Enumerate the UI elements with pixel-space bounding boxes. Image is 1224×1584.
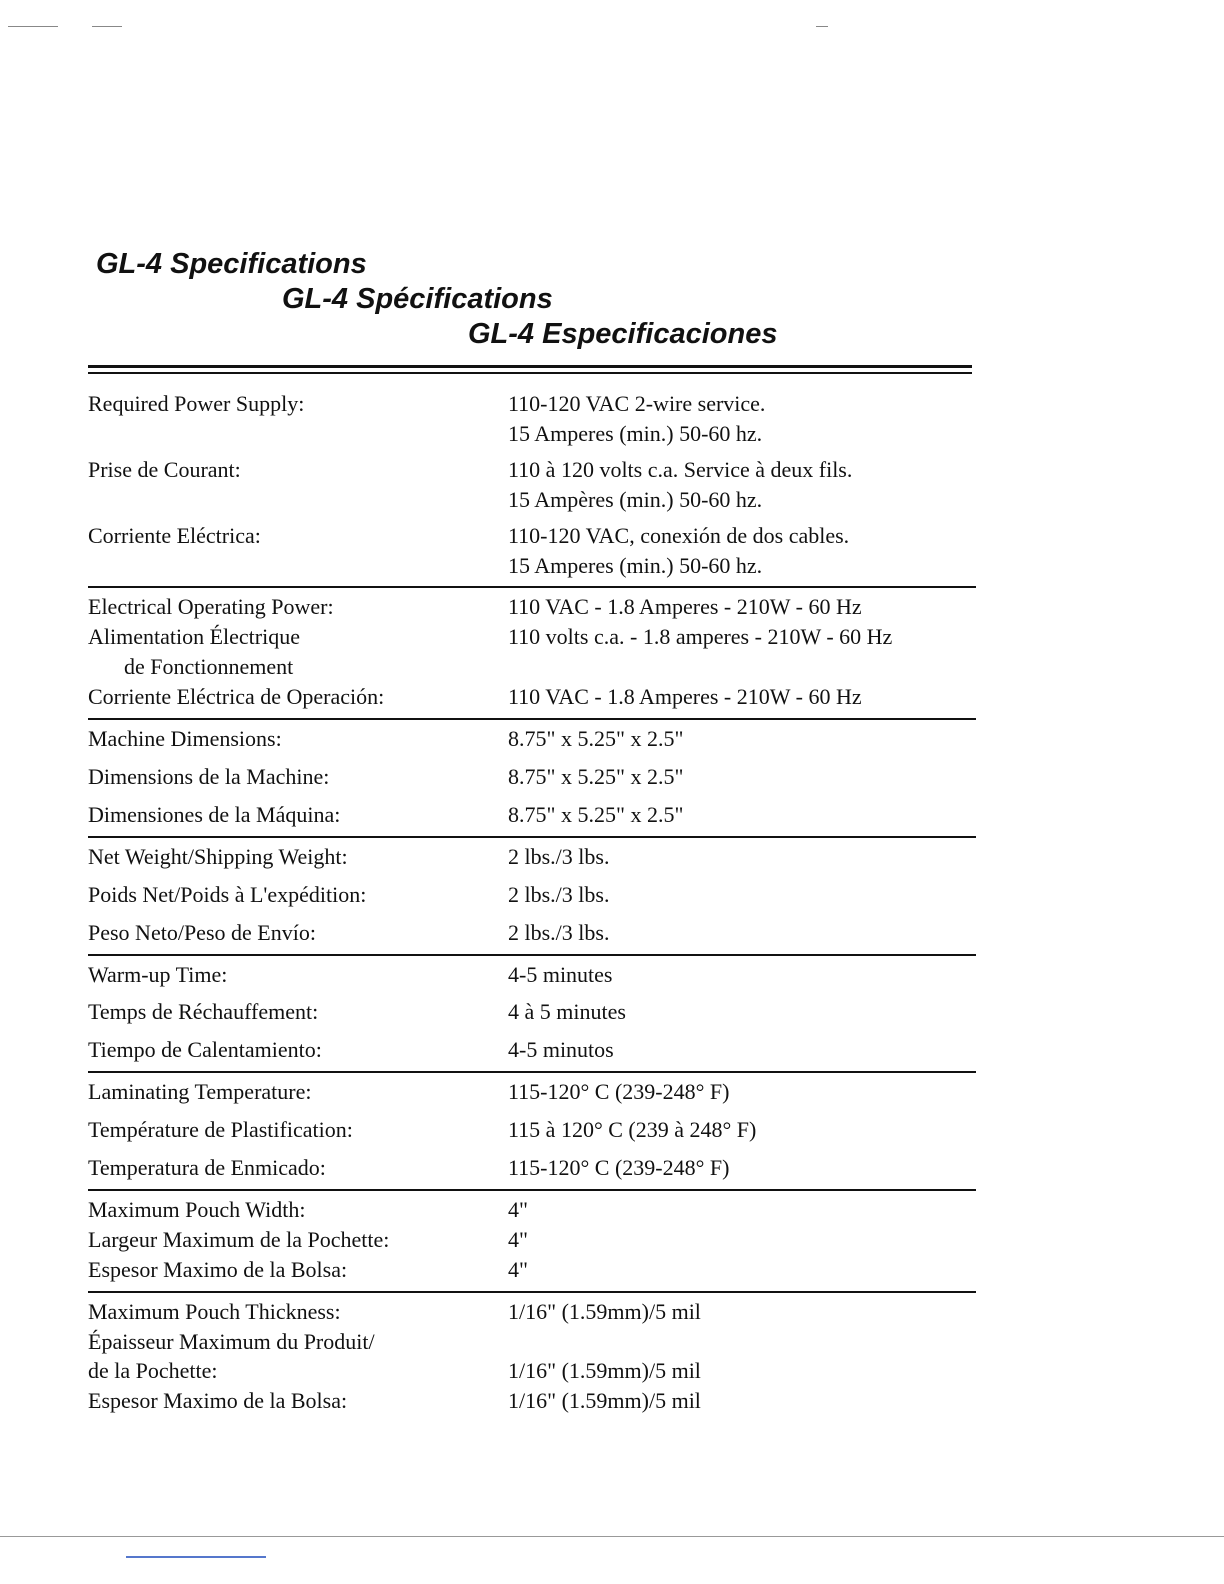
- spec-label: Alimentation Électrique: [88, 624, 300, 650]
- spec-row: [88, 1035, 976, 1065]
- spec-value: 4 à 5 minutes: [508, 999, 626, 1025]
- spec-value-line: 110-120 VAC 2-wire service.: [508, 391, 766, 416]
- spec-value: [508, 652, 976, 682]
- spec-label: Peso Neto/Peso de Envío:: [88, 919, 316, 945]
- spec-label: Espesor Maximo de la Bolsa:: [88, 1388, 348, 1414]
- header-double-rule: [88, 365, 972, 374]
- spec-value: 115 à 120° C (239 à 248° F): [508, 1117, 757, 1143]
- spec-row: [88, 592, 976, 622]
- spec-value: 4": [508, 1256, 528, 1282]
- spec-value-line: 15 Ampères (min.) 50-60 hz.: [508, 486, 763, 512]
- spec-value: 110 VAC - 1.8 Amperes - 210W - 60 Hz: [508, 684, 862, 710]
- spec-label: Net Weight/Shipping Weight:: [88, 843, 348, 869]
- spec-label: Electrical Operating Power:: [88, 594, 334, 620]
- spec-row: [88, 1153, 976, 1183]
- spec-row: [88, 1327, 976, 1357]
- spec-label: Corriente Eléctrica:: [88, 522, 261, 548]
- spec-label: Tiempo de Calentamiento:: [88, 1037, 322, 1063]
- page-bottom-rule: [0, 1536, 1224, 1537]
- spec-value: 8.75" x 5.25" x 2.5": [508, 726, 684, 752]
- spec-label: Maximum Pouch Width:: [88, 1196, 306, 1222]
- section-warmup: [88, 956, 976, 1074]
- spec-value: 2 lbs./3 lbs.: [508, 881, 610, 907]
- spec-label: Machine Dimensions:: [88, 726, 282, 752]
- spec-label: Dimensiones de la Máquina:: [88, 801, 341, 827]
- spec-row: [88, 762, 976, 792]
- spec-row: [88, 1115, 976, 1145]
- spec-row: [88, 724, 976, 754]
- spec-label: de la Pochette:: [88, 1358, 218, 1384]
- spec-value: 8.75" x 5.25" x 2.5": [508, 801, 684, 827]
- spec-value: 4-5 minutos: [508, 1037, 614, 1063]
- spec-row: [88, 880, 976, 910]
- spec-label: Poids Net/Poids à L'expédition:: [88, 881, 367, 907]
- spec-value-line: 15 Amperes (min.) 50-60 hz.: [508, 552, 763, 578]
- spec-row: [88, 960, 976, 990]
- spec-value: 1/16" (1.59mm)/5 mil: [508, 1358, 701, 1384]
- section-operating-power: [88, 588, 976, 720]
- spec-row: [88, 622, 976, 652]
- heading-english: GL-4 Specifications: [96, 248, 367, 280]
- spec-value: [508, 389, 976, 449]
- spec-table: [88, 385, 976, 1422]
- spec-row: [88, 1077, 976, 1107]
- spec-label: Laminating Temperature:: [88, 1079, 312, 1105]
- scan-mark-right: [816, 26, 828, 27]
- spec-row: [88, 918, 976, 948]
- spec-label: Température de Plastification:: [88, 1117, 353, 1143]
- section-dimensions: [88, 720, 976, 838]
- section-pouch-width: [88, 1191, 976, 1293]
- footer-underline-mark: [126, 1556, 266, 1558]
- spec-label: Corriente Eléctrica de Operación:: [88, 684, 385, 710]
- spec-value: 4": [508, 1196, 528, 1222]
- spec-value: 1/16" (1.59mm)/5 mil: [508, 1298, 701, 1324]
- spec-row: [88, 1225, 976, 1255]
- section-pouch-thickness: [88, 1293, 976, 1423]
- spec-value: [508, 1327, 976, 1357]
- spec-label: Largeur Maximum de la Pochette:: [88, 1226, 390, 1252]
- spec-row: [88, 800, 976, 830]
- spec-value: [508, 455, 976, 515]
- spec-value: 110 volts c.a. - 1.8 amperes - 210W - 60 Hz: [508, 624, 893, 650]
- spec-value: 110 VAC - 1.8 Amperes - 210W - 60 Hz: [508, 594, 862, 620]
- spec-value: 115-120° C (239-248° F): [508, 1155, 730, 1181]
- spec-row: [88, 682, 976, 712]
- spec-label: de Fonctionnement: [124, 654, 294, 680]
- spec-row: [88, 1255, 976, 1285]
- section-weight: [88, 838, 976, 956]
- section-temperature: [88, 1073, 976, 1191]
- spec-label: Temperatura de Enmicado:: [88, 1155, 326, 1181]
- spec-row: [88, 1356, 976, 1386]
- spec-label: Warm-up Time:: [88, 961, 228, 987]
- spec-value: 2 lbs./3 lbs.: [508, 843, 610, 869]
- spec-row: [88, 455, 976, 515]
- spec-row: [88, 652, 976, 682]
- spec-label: Maximum Pouch Thickness:: [88, 1298, 341, 1324]
- spec-label: Épaisseur Maximum du Produit/: [88, 1328, 375, 1354]
- spec-row: [88, 842, 976, 872]
- spec-value: 4": [508, 1226, 528, 1252]
- spec-value-line: 110-120 VAC, conexión de dos cables.: [508, 522, 850, 548]
- spec-value: 2 lbs./3 lbs.: [508, 919, 610, 945]
- spec-label: Prise de Courant:: [88, 456, 241, 482]
- spec-label: Temps de Réchauffement:: [88, 999, 319, 1025]
- spec-value: 115-120° C (239-248° F): [508, 1079, 730, 1105]
- heading-spanish: GL-4 Especificaciones: [468, 318, 778, 350]
- scan-mark-left: [8, 26, 58, 27]
- spec-value-line: 110 à 120 volts c.a. Service à deux fils.: [508, 456, 853, 482]
- spec-row: [88, 1297, 976, 1327]
- spec-value: 8.75" x 5.25" x 2.5": [508, 763, 684, 789]
- spec-row: [88, 521, 976, 581]
- heading-french: GL-4 Spécifications: [282, 283, 553, 315]
- spec-label: Espesor Maximo de la Bolsa:: [88, 1256, 348, 1282]
- spec-row: [88, 1386, 976, 1416]
- page-scan-marks: [0, 20, 1224, 40]
- spec-row: [88, 997, 976, 1027]
- section-power-supply: [88, 385, 976, 588]
- spec-value: 4-5 minutes: [508, 961, 613, 987]
- spec-value-line: 15 Amperes (min.) 50-60 hz.: [508, 420, 763, 446]
- spec-value: 1/16" (1.59mm)/5 mil: [508, 1388, 701, 1414]
- spec-label: Required Power Supply:: [88, 391, 305, 416]
- spec-value: [508, 521, 976, 581]
- spec-row: [88, 1195, 976, 1225]
- scan-mark-left-2: [92, 26, 122, 27]
- spec-row: [88, 389, 976, 449]
- spec-label: Dimensions de la Machine:: [88, 763, 330, 789]
